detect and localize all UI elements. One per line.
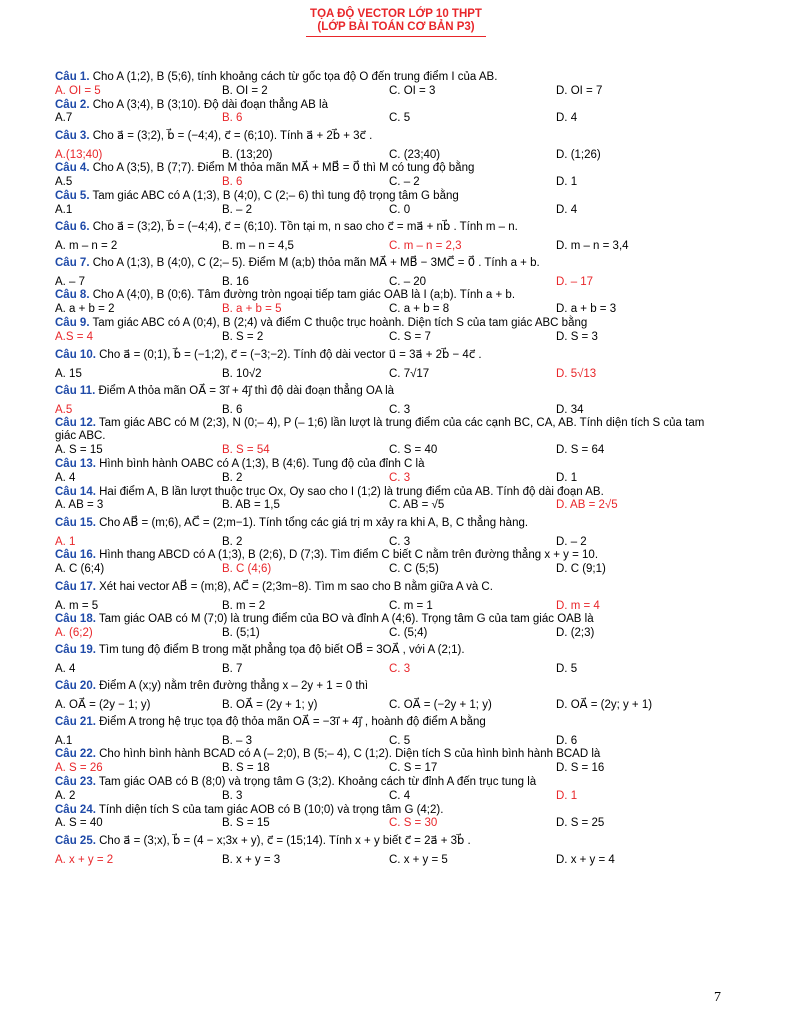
answer-options bbox=[55, 563, 723, 577]
option-a: A. a + b = 2 bbox=[55, 303, 115, 316]
option-b: B. S = 18 bbox=[222, 762, 270, 775]
option-b: B. m – n = 4,5 bbox=[222, 240, 294, 253]
option-a: A. S = 40 bbox=[55, 817, 103, 830]
question-stem bbox=[55, 748, 723, 762]
option-b: B. C (4;6) bbox=[222, 562, 272, 575]
answer-options bbox=[55, 85, 723, 99]
question-text: Cho hình bình hành BCAD có A (– 2;0), B (5;– 4), C (1;2). Diện tích S của hình bình hành BCAD là bbox=[95, 748, 601, 761]
answer-options bbox=[55, 662, 723, 676]
question-stem bbox=[55, 776, 723, 790]
question-number: Câu 4. bbox=[55, 162, 90, 175]
answer-options bbox=[55, 239, 723, 253]
page-header bbox=[0, 8, 792, 37]
question-text: Cho a⃗ = (3;x), b⃗ = (4 − x;3x + y), c⃗ = (15;14). Tính x + y biết c⃗ = 2a⃗ + 3b⃗ . bbox=[95, 835, 471, 848]
option-a: A. OI = 5 bbox=[55, 84, 101, 97]
question-number: Câu 16. bbox=[55, 549, 96, 562]
question-19 bbox=[55, 641, 723, 676]
question-text: Tam giác ABC có A (1;3), B (4;0), C (2;– 6) thì tung độ trọng tâm G bằng bbox=[89, 189, 459, 202]
question-number: Câu 23. bbox=[55, 775, 96, 788]
question-text: Xét hai vector AB⃗ = (m;8), AC⃗ = (2;3m−8). Tìm m sao cho B nằm giữa A và C. bbox=[95, 580, 493, 593]
question-text: Cho A (1;3), B (4;0), C (2;– 5). Điểm M (a;b) thỏa mãn MA⃗ + MB⃗ − 3MC⃗ = 0⃗ . Tính a + b. bbox=[89, 257, 540, 270]
question-stem bbox=[55, 71, 723, 85]
option-b: B. 7 bbox=[222, 663, 243, 676]
page-title: TỌA ĐỘ VECTOR LỚP 10 THPT bbox=[310, 8, 482, 20]
option-d: D. m – n = 3,4 bbox=[556, 240, 629, 253]
option-d: D. m = 4 bbox=[556, 599, 600, 612]
question-4 bbox=[55, 162, 723, 190]
question-stem bbox=[55, 578, 723, 597]
question-text: Tam giác OAB có B (8;0) và trọng tâm G (3;2). Khoảng cách từ đỉnh A đến trục tung là bbox=[95, 775, 537, 788]
option-d: D. S = 3 bbox=[556, 330, 598, 343]
question-text: Hai điểm A, B lần lượt thuộc trục Ox, Oy sao cho I (1;2) là trung điểm của AB. Tính độ dài đoạn AB. bbox=[95, 485, 604, 498]
option-b: B. 6 bbox=[222, 112, 243, 125]
option-c: C. OI = 3 bbox=[389, 84, 436, 97]
question-text: Cho A (1;2), B (5;6), tính khoảng cách từ gốc tọa độ O đến trung điểm I của AB. bbox=[89, 71, 498, 83]
option-b: B. S = 54 bbox=[222, 444, 270, 457]
question-25 bbox=[55, 832, 723, 867]
option-d: D. 1 bbox=[556, 175, 578, 188]
question-11 bbox=[55, 382, 723, 417]
option-b: B. – 2 bbox=[222, 203, 253, 216]
option-d: D. – 17 bbox=[556, 276, 594, 289]
option-c: C. 0 bbox=[389, 203, 411, 216]
question-stem bbox=[55, 417, 723, 445]
option-a: A. 1 bbox=[55, 536, 76, 549]
question-stem bbox=[55, 289, 723, 303]
question-stem bbox=[55, 549, 723, 563]
question-6 bbox=[55, 218, 723, 253]
question-text: Điểm A thỏa mãn OA⃗ = 3i⃗ + 4j⃗ thì độ dài đoạn thẳng OA là bbox=[95, 384, 395, 397]
question-number: Câu 20. bbox=[55, 680, 96, 693]
option-b: B. S = 2 bbox=[222, 330, 264, 343]
question-22 bbox=[55, 748, 723, 776]
question-number: Câu 24. bbox=[55, 803, 96, 816]
option-b: B. (5;1) bbox=[222, 626, 260, 639]
option-c: C. 7√17 bbox=[389, 367, 430, 380]
question-text: Cho a⃗ = (3;2), b⃗ = (−4;4), c⃗ = (6;10). Tồn tại m, n sao cho c⃗ = ma⃗ + nb⃗ . Tính m – n. bbox=[89, 221, 518, 234]
answer-options bbox=[55, 734, 723, 748]
option-c: C. 5 bbox=[389, 735, 411, 748]
option-a: A. m – n = 2 bbox=[55, 240, 118, 253]
question-text: Tam giác ABC có A (0;4), B (2;4) và điểm C thuộc trục hoành. Diện tích S của tam giác ABC bằng bbox=[89, 316, 588, 329]
option-c: C. 3 bbox=[389, 536, 411, 549]
option-b: B. 6 bbox=[222, 175, 243, 188]
option-c: C. S = 40 bbox=[389, 444, 438, 457]
question-17 bbox=[55, 578, 723, 613]
question-16 bbox=[55, 549, 723, 577]
question-24 bbox=[55, 804, 723, 832]
page-number: 7 bbox=[714, 990, 721, 1005]
option-d: D. OA⃗ = (2y; y + 1) bbox=[556, 699, 653, 712]
option-c: C. AB = √5 bbox=[389, 499, 445, 512]
question-15 bbox=[55, 514, 723, 549]
option-a: A.5 bbox=[55, 403, 73, 416]
option-a: A. AB = 3 bbox=[55, 499, 104, 512]
question-number: Câu 21. bbox=[55, 716, 96, 729]
option-c: C. C (5;5) bbox=[389, 562, 439, 575]
page-subtitle: (LỚP BÀI TOÁN CƠ BẢN P3) bbox=[317, 21, 475, 33]
question-text: Hình thang ABCD có A (1;3), B (2;6), D (7;3). Tìm điểm C biết C nằm trên đường thẳng x + y = 10. bbox=[95, 549, 599, 562]
answer-options bbox=[55, 762, 723, 776]
option-a: A. 4 bbox=[55, 663, 76, 676]
question-number: Câu 15. bbox=[55, 517, 96, 530]
question-7 bbox=[55, 254, 723, 289]
answer-options bbox=[55, 331, 723, 345]
question-number: Câu 13. bbox=[55, 457, 96, 470]
question-text: Tam giác ABC có M (2;3), N (0;– 4), P (– 1;6) lần lượt là trung điểm của các cạnh BC, CA, AB. Tính diện tích S của tam giác ABC. bbox=[55, 416, 705, 443]
option-a: A. x + y = 2 bbox=[55, 854, 114, 867]
option-a: A. S = 26 bbox=[55, 762, 103, 775]
option-c: C. 3 bbox=[389, 663, 411, 676]
option-a: A.1 bbox=[55, 735, 73, 748]
question-stem bbox=[55, 99, 723, 113]
option-c: C. S = 17 bbox=[389, 762, 438, 775]
question-number: Câu 12. bbox=[55, 416, 96, 429]
option-b: B. (13;20) bbox=[222, 149, 273, 162]
question-stem bbox=[55, 677, 723, 696]
option-d: D. 6 bbox=[556, 735, 578, 748]
option-c: C. – 2 bbox=[389, 175, 420, 188]
question-text: Cho A (4;0), B (0;6). Tâm đường tròn ngoại tiếp tam giác OAB là I (a;b). Tính a + b. bbox=[89, 289, 516, 302]
question-2 bbox=[55, 99, 723, 127]
question-number: Câu 25. bbox=[55, 835, 96, 848]
question-stem bbox=[55, 713, 723, 732]
question-text: Tam giác OAB có M (7;0) là trung điểm của BO và đỉnh A (4;6). Trọng tâm G của tam giác OAB là bbox=[95, 612, 594, 625]
answer-options bbox=[55, 204, 723, 218]
option-d: D. 4 bbox=[556, 203, 578, 216]
option-c: C. S = 7 bbox=[389, 330, 431, 343]
question-8 bbox=[55, 289, 723, 317]
option-b: B. 16 bbox=[222, 276, 249, 289]
option-b: B. 6 bbox=[222, 403, 243, 416]
option-d: D. – 2 bbox=[556, 536, 587, 549]
option-c: C. (5;4) bbox=[389, 626, 428, 639]
option-c: C. (23;40) bbox=[389, 149, 441, 162]
answer-options bbox=[55, 790, 723, 804]
question-text: Cho A (3;5), B (7;7). Điểm M thỏa mãn MA⃗ + MB⃗ = 0⃗ thì M có tung độ bằng bbox=[89, 162, 475, 175]
answer-options bbox=[55, 472, 723, 486]
option-d: D. 34 bbox=[556, 403, 584, 416]
question-21 bbox=[55, 713, 723, 748]
question-stem bbox=[55, 162, 723, 176]
option-c: C. S = 30 bbox=[389, 817, 438, 830]
question-23 bbox=[55, 776, 723, 804]
question-number: Câu 7. bbox=[55, 257, 90, 270]
question-20 bbox=[55, 677, 723, 712]
question-number: Câu 8. bbox=[55, 289, 90, 302]
option-d: D. C (9;1) bbox=[556, 562, 606, 575]
option-d: D. 5√13 bbox=[556, 367, 597, 380]
option-a: A. m = 5 bbox=[55, 599, 99, 612]
option-d: D. (1;26) bbox=[556, 149, 601, 162]
question-stem bbox=[55, 254, 723, 273]
answer-options bbox=[55, 444, 723, 458]
question-text: Cho A (3;4), B (3;10). Độ dài đoạn thẳng AB là bbox=[89, 98, 328, 111]
question-stem bbox=[55, 832, 723, 851]
option-c: C. OA⃗ = (−2y + 1; y) bbox=[389, 699, 492, 712]
question-stem bbox=[55, 641, 723, 660]
question-number: Câu 19. bbox=[55, 644, 96, 657]
question-number: Câu 6. bbox=[55, 221, 90, 234]
question-number: Câu 10. bbox=[55, 348, 96, 361]
answer-options bbox=[55, 853, 723, 867]
option-d: D. x + y = 4 bbox=[556, 854, 615, 867]
option-d: D. OI = 7 bbox=[556, 84, 603, 97]
option-d: D. 1 bbox=[556, 471, 578, 484]
option-a: A.(13;40) bbox=[55, 149, 103, 162]
question-stem bbox=[55, 218, 723, 237]
question-number: Câu 17. bbox=[55, 580, 96, 593]
question-number: Câu 1. bbox=[55, 71, 90, 83]
question-number: Câu 2. bbox=[55, 98, 90, 111]
question-text: Hình bình hành OABC có A (1;3), B (4;6). Tung độ của đỉnh C là bbox=[95, 457, 425, 470]
question-3 bbox=[55, 127, 723, 162]
option-d: D. S = 25 bbox=[556, 817, 605, 830]
question-number: Câu 22. bbox=[55, 748, 96, 761]
option-b: B. – 3 bbox=[222, 735, 253, 748]
option-d: D. 1 bbox=[556, 789, 578, 802]
answer-options bbox=[55, 176, 723, 190]
question-stem bbox=[55, 613, 723, 627]
option-b: B. 3 bbox=[222, 789, 243, 802]
question-13 bbox=[55, 458, 723, 486]
option-b: B. OA⃗ = (2y + 1; y) bbox=[222, 699, 318, 712]
option-d: D. 4 bbox=[556, 112, 578, 125]
option-c: C. 3 bbox=[389, 471, 411, 484]
question-stem bbox=[55, 190, 723, 204]
option-c: C. 4 bbox=[389, 789, 411, 802]
question-number: Câu 14. bbox=[55, 485, 96, 498]
question-number: Câu 18. bbox=[55, 612, 96, 625]
question-stem bbox=[55, 486, 723, 500]
question-text: Cho a⃗ = (0;1), b⃗ = (−1;2), c⃗ = (−3;−2). Tính độ dài vector u⃗ = 3a⃗ + 2b⃗ − 4c⃗ . bbox=[95, 348, 482, 361]
question-12 bbox=[55, 417, 723, 458]
option-a: A.1 bbox=[55, 203, 73, 216]
question-text: Tìm tung độ điểm B trong mặt phẳng tọa độ biết OB⃗ = 3OA⃗ , với A (2;1). bbox=[95, 644, 465, 657]
answer-options bbox=[55, 535, 723, 549]
question-number: Câu 9. bbox=[55, 316, 90, 329]
option-b: B. 2 bbox=[222, 471, 243, 484]
option-a: A. S = 15 bbox=[55, 444, 103, 457]
question-10 bbox=[55, 346, 723, 381]
answer-options bbox=[55, 148, 723, 162]
answer-options bbox=[55, 599, 723, 613]
question-stem bbox=[55, 514, 723, 533]
option-d: D. (2;3) bbox=[556, 626, 595, 639]
option-d: D. S = 16 bbox=[556, 762, 605, 775]
answer-options bbox=[55, 275, 723, 289]
question-text: Cho a⃗ = (3;2), b⃗ = (−4;4), c⃗ = (6;10). Tính a⃗ + 2b⃗ + 3c⃗ . bbox=[89, 130, 373, 143]
question-9 bbox=[55, 317, 723, 345]
question-number: Câu 3. bbox=[55, 130, 90, 143]
question-18 bbox=[55, 613, 723, 641]
question-stem bbox=[55, 317, 723, 331]
question-stem bbox=[55, 458, 723, 472]
header-rule bbox=[306, 36, 486, 37]
answer-options bbox=[55, 698, 723, 712]
option-d: D. a + b = 3 bbox=[556, 303, 617, 316]
answer-options bbox=[55, 403, 723, 417]
option-b: B. x + y = 3 bbox=[222, 854, 281, 867]
option-d: D. AB = 2√5 bbox=[556, 499, 618, 512]
option-a: A. 15 bbox=[55, 367, 82, 380]
option-b: B. a + b = 5 bbox=[222, 303, 282, 316]
option-a: A.7 bbox=[55, 112, 73, 125]
question-number: Câu 11. bbox=[55, 384, 96, 397]
answer-options bbox=[55, 817, 723, 831]
answer-options bbox=[55, 627, 723, 641]
option-b: B. m = 2 bbox=[222, 599, 266, 612]
option-a: A. – 7 bbox=[55, 276, 86, 289]
question-5 bbox=[55, 190, 723, 218]
option-b: B. OI = 2 bbox=[222, 84, 268, 97]
option-c: C. a + b = 8 bbox=[389, 303, 450, 316]
question-stem bbox=[55, 804, 723, 818]
option-c: C. – 20 bbox=[389, 276, 427, 289]
option-a: A. (6;2) bbox=[55, 626, 93, 639]
option-b: B. 2 bbox=[222, 536, 243, 549]
question-stem bbox=[55, 127, 723, 146]
option-c: C. 5 bbox=[389, 112, 411, 125]
option-c: C. m – n = 2,3 bbox=[389, 240, 462, 253]
answer-options bbox=[55, 112, 723, 126]
question-1 bbox=[55, 71, 723, 99]
question-text: Điểm A (x;y) nằm trên đường thẳng x – 2y + 1 = 0 thì bbox=[95, 680, 369, 693]
option-b: B. S = 15 bbox=[222, 817, 270, 830]
option-b: B. 10√2 bbox=[222, 367, 262, 380]
option-a: A.S = 4 bbox=[55, 330, 94, 343]
option-c: C. 3 bbox=[389, 403, 411, 416]
option-a: A. 4 bbox=[55, 471, 76, 484]
option-d: D. 5 bbox=[556, 663, 578, 676]
question-list bbox=[55, 71, 723, 867]
question-text: Cho AB⃗ = (m;6), AC⃗ = (2;m−1). Tính tổng các giá trị m xảy ra khi A, B, C thẳng hàng. bbox=[95, 517, 529, 530]
option-a: A.5 bbox=[55, 175, 73, 188]
question-text: Điểm A trong hệ trục tọa độ thỏa mãn OA⃗ = −3i⃗ + 4j⃗ , hoành độ điểm A bằng bbox=[95, 716, 486, 729]
option-a: A. OA⃗ = (2y − 1; y) bbox=[55, 699, 151, 712]
option-a: A. 2 bbox=[55, 789, 76, 802]
question-text: Tính diện tích S của tam giác AOB có B (10;0) và trọng tâm G (4;2). bbox=[95, 803, 444, 816]
answer-options bbox=[55, 303, 723, 317]
answer-options bbox=[55, 367, 723, 381]
question-14 bbox=[55, 486, 723, 514]
answer-options bbox=[55, 499, 723, 513]
question-stem bbox=[55, 346, 723, 365]
option-c: C. x + y = 5 bbox=[389, 854, 448, 867]
option-d: D. S = 64 bbox=[556, 444, 605, 457]
option-b: B. AB = 1,5 bbox=[222, 499, 280, 512]
option-a: A. C (6;4) bbox=[55, 562, 105, 575]
question-number: Câu 5. bbox=[55, 189, 90, 202]
question-stem bbox=[55, 382, 723, 401]
option-c: C. m = 1 bbox=[389, 599, 433, 612]
